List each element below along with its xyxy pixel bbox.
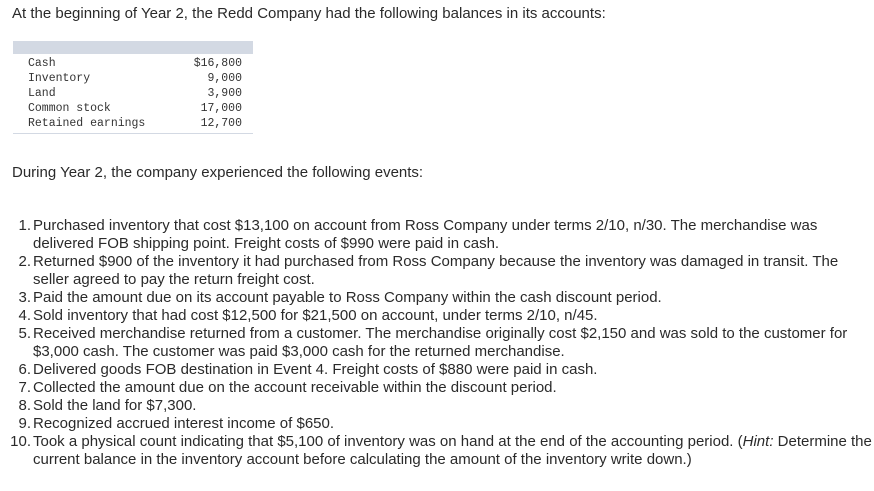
event-text: Delivered goods FOB destination in Event 4. Freight costs of $880 were paid in cash. <box>33 361 598 378</box>
account-amount: 9,000 <box>207 72 242 85</box>
table-row <box>13 116 253 134</box>
event-text: Recognized accrued interest income of $650. <box>33 415 335 432</box>
event-item <box>0 361 874 379</box>
table-row <box>13 54 253 71</box>
account-amount: 3,900 <box>207 87 242 100</box>
event-item <box>0 379 874 397</box>
hint-text: Determine the current balance in the inventory account before calculating the amount of the inventory write down.) <box>33 433 872 468</box>
event-text: Paid the amount due on its account payable to Ross Company within the cash discount period. <box>33 289 662 306</box>
event-item <box>0 253 874 289</box>
event-text: Received merchandise returned from a customer. The merchandise originally cost $2,150 and was sold to the customer for $3,000 cash. The customer was paid $3,000 cash for the returned merchandise. <box>33 325 848 360</box>
event-number: 8. <box>18 397 31 414</box>
table-row <box>13 71 253 86</box>
balances-table <box>13 41 253 134</box>
event-item <box>0 397 874 415</box>
event-item <box>0 289 874 307</box>
events-heading: During Year 2, the company experienced the following events: <box>12 164 424 181</box>
event-text: Purchased inventory that cost $13,100 on account from Ross Company under terms 2/10, n/30. The merchandise was delivered FOB shipping point. Freight costs of $990 were paid in cash. <box>33 217 818 252</box>
event-item <box>0 217 874 253</box>
account-amount: 17,000 <box>200 102 242 115</box>
event-text: Collected the amount due on the account receivable within the discount period. <box>33 379 557 396</box>
event-number: 5. <box>18 325 31 342</box>
intro-text: At the beginning of Year 2, the Redd Company had the following balances in its accounts: <box>12 5 606 22</box>
event-number: 1. <box>18 217 31 234</box>
table-row <box>13 86 253 101</box>
event-number: 10. <box>10 433 31 450</box>
event-item <box>0 307 874 325</box>
event-text: Took a physical count indicating that $5,100 of inventory was on hand at the end of the accounting period. ( <box>33 433 743 450</box>
event-item <box>0 415 874 433</box>
event-number: 7. <box>18 379 31 396</box>
account-name: Cash <box>28 57 56 70</box>
event-number: 2. <box>18 253 31 270</box>
event-item <box>0 433 874 469</box>
events-list <box>0 217 874 469</box>
event-number: 9. <box>18 415 31 432</box>
account-name: Land <box>28 87 56 100</box>
event-text: Returned $900 of the inventory it had purchased from Ross Company because the inventory was damaged in transit. The seller agreed to pay the return freight cost. <box>33 253 839 288</box>
event-text: Sold inventory that had cost $12,500 for $21,500 on account, under terms 2/10, n/45. <box>33 307 598 324</box>
event-number: 3. <box>18 289 31 306</box>
account-name: Inventory <box>28 72 91 85</box>
event-number: 6. <box>18 361 31 378</box>
event-item <box>0 325 874 361</box>
event-number: 4. <box>18 307 31 324</box>
account-amount: $16,800 <box>193 57 242 70</box>
table-row <box>13 101 253 116</box>
hint-label: Hint: <box>742 433 774 450</box>
account-amount: 12,700 <box>179 116 253 134</box>
account-name: Common stock <box>28 102 111 115</box>
event-text: Sold the land for $7,300. <box>33 397 197 414</box>
account-name: Retained earnings <box>13 116 179 134</box>
